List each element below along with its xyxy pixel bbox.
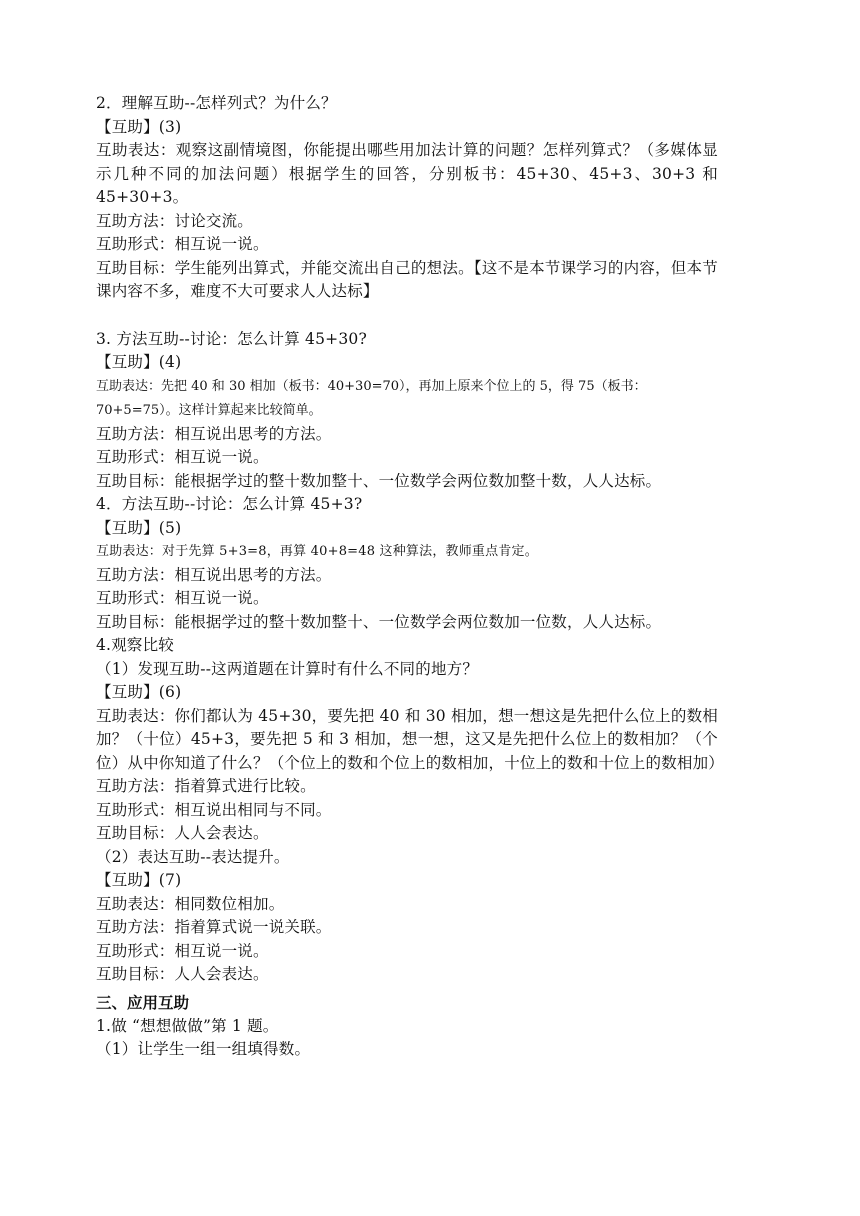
method-line-4: 互助方法：相互说出思考的方法。 <box>96 424 332 443</box>
goal-paragraph-4: 互助目标：能根据学过的整十数加整十、一位数学会两位数加整十数，人人达标。 <box>96 471 662 490</box>
hz-label-6: 【互助】(6) <box>96 683 182 701</box>
method-line-3: 互助方法：讨论交流。 <box>96 211 254 230</box>
hz-label-4: 【互助】(4) <box>96 353 182 371</box>
hz-label-5: 【互助】(5) <box>96 518 182 537</box>
goal-line-6: 互助目标：人人会表达。 <box>96 824 269 842</box>
document-page <box>96 92 725 1062</box>
form-line-3: 互助形式：相互说一说。 <box>96 235 269 253</box>
section-heading-apply: 三、应用互助 <box>96 993 190 1012</box>
form-line-4: 互助形式：相互说一说。 <box>96 448 269 466</box>
exercise-line-2: （1）让学生一组一组填得数。 <box>96 1040 311 1058</box>
goal-line-7: 互助目标：人人会表达。 <box>96 965 269 983</box>
section-title-method-45-3: 4．方法互助--讨论：怎么计算 45+3? <box>96 495 363 513</box>
spacer <box>96 304 718 328</box>
form-line-7: 互助形式：相互说一说。 <box>96 941 269 960</box>
form-line-6: 互助形式：相互说出相同与不同。 <box>96 800 332 819</box>
subsection-express: （2）表达互助--表达提升。 <box>96 847 290 866</box>
method-line-5: 互助方法：相互说出思考的方法。 <box>96 565 332 584</box>
hz-label-7: 【互助】(7) <box>96 871 182 889</box>
section-title-method-45-30: 3. 方法互助--讨论：怎么计算 45+30? <box>96 329 367 348</box>
goal-paragraph-5: 互助目标：能根据学过的整十数加整十、一位数学会两位数加一位数，人人达标。 <box>96 612 662 631</box>
expression-line-7: 互助表达：相同数位相加。 <box>96 894 285 913</box>
hz-label-3: 【互助】(3) <box>96 117 182 136</box>
form-line-5: 互助形式：相互说一说。 <box>96 589 269 607</box>
exercise-line-1: 1.做 “想想做做”第 1 题。 <box>96 1016 279 1035</box>
section-title-understand: 2．理解互助--怎样列式？为什么？ <box>96 94 337 112</box>
goal-paragraph-3: 互助目标：学生能列出算式，并能交流出自己的想法。【这不是本节课学习的内容，但本节课内容不多，难度不大可要求人人达标】 <box>96 258 718 300</box>
method-line-7: 互助方法：指着算式说一说关联。 <box>96 918 332 936</box>
method-line-6: 互助方法：指着算式进行比较。 <box>96 777 316 795</box>
expression-line-5: 互助表达：对于先算 5+3=8，再算 40+8=48 这种算法，教师重点肯定。 <box>96 544 538 559</box>
expression-paragraph-6: 互助表达：你们都认为 45+30，要先把 40 和 30 相加，想一想这是先把什么位上的数相加？（十位）45+3，要先把 5 和 3 相加，想一想，这又是先把什么位上的数相加？（个位）从中你知道了什么？（个位上的数和个位上的数相加，十位上的数和十位上的数相加） <box>96 706 725 772</box>
section-title-compare: 4.观察比较 <box>96 636 174 654</box>
subsection-discover: （1）发现互助--这两道题在计算时有什么不同的地方？ <box>96 659 479 678</box>
expression-paragraph-4: 互助表达：先把 40 和 30 相加（板书：40+30=70），再加上原来个位上的 5，得 75（板书：70+5=75）。这样计算起来比较简单。 <box>96 378 647 418</box>
expression-paragraph-3: 互助表达：观察这副情境图，你能提出哪些用加法计算的问题？怎样列算式？（多媒体显示几种不同的加法问题）根据学生的回答，分别板书：45+30、45+3、30+3 和 45+30+3。 <box>96 141 718 206</box>
